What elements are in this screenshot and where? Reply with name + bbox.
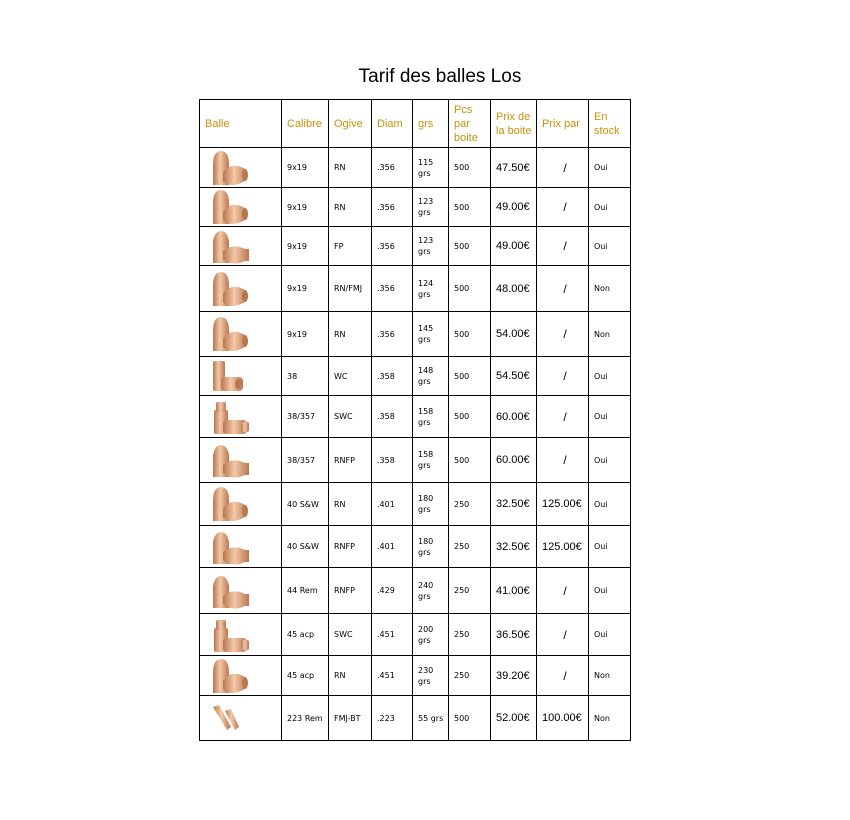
pcs-cell: 250	[449, 526, 491, 568]
stock-cell: Oui	[589, 148, 631, 188]
table-row	[200, 526, 631, 568]
calibre-cell: 223 Rem	[282, 696, 329, 741]
bullet-image-cell	[200, 266, 282, 312]
pcs-cell: 500	[449, 188, 491, 227]
diam-cell: .358	[372, 357, 413, 396]
diam-cell: .356	[372, 188, 413, 227]
ogive-cell: RN	[329, 148, 372, 188]
stock-cell: Non	[589, 312, 631, 357]
diam-cell: .356	[372, 312, 413, 357]
ogive-cell: RNFP	[329, 438, 372, 483]
bullet-image-cell	[200, 188, 282, 227]
bullet-image-cell	[200, 438, 282, 483]
grs-cell: 240 grs	[413, 568, 449, 614]
prix-boite-cell: 49.00€	[491, 188, 537, 227]
grs-cell: 148 grs	[413, 357, 449, 396]
header-grs: grs	[413, 100, 449, 148]
round-nose-bullet-icon	[205, 315, 255, 353]
table-row	[200, 357, 631, 396]
ogive-cell: RN	[329, 656, 372, 696]
calibre-cell: 40 S&W	[282, 526, 329, 568]
round-nose-bullet-icon	[205, 270, 255, 308]
calibre-cell: 38/357	[282, 438, 329, 483]
wadcutter-bullet-icon	[205, 357, 255, 395]
prix-boite-cell: 41.00€	[491, 568, 537, 614]
table-row	[200, 656, 631, 696]
stock-cell: Oui	[589, 227, 631, 266]
pcs-cell: 500	[449, 696, 491, 741]
grs-cell: 124 grs	[413, 266, 449, 312]
ogive-cell: RN	[329, 188, 372, 227]
pcs-cell: 500	[449, 396, 491, 438]
grs-cell: 180 grs	[413, 526, 449, 568]
bullet-image-cell	[200, 312, 282, 357]
stock-cell: Oui	[589, 188, 631, 227]
semi-wadcutter-bullet-icon	[205, 616, 255, 654]
header-prix-par: Prix par	[537, 100, 589, 148]
calibre-cell: 45 acp	[282, 656, 329, 696]
round-nose-bullet-icon	[205, 149, 255, 187]
ogive-cell: RNFP	[329, 526, 372, 568]
grs-cell: 145 grs	[413, 312, 449, 357]
header-pcs: Pcs par boite	[449, 100, 491, 148]
flat-point-bullet-icon	[205, 528, 255, 566]
round-nose-bullet-icon	[205, 485, 255, 523]
pcs-cell: 500	[449, 438, 491, 483]
prix-boite-cell: 36.50€	[491, 614, 537, 656]
pcs-cell: 500	[449, 148, 491, 188]
prix-boite-cell: 54.00€	[491, 312, 537, 357]
ogive-cell: FMJ-BT	[329, 696, 372, 741]
diam-cell: .429	[372, 568, 413, 614]
prix-boite-cell: 32.50€	[491, 526, 537, 568]
price-table	[199, 99, 631, 741]
grs-cell: 180 grs	[413, 483, 449, 526]
pcs-cell: 500	[449, 312, 491, 357]
calibre-cell: 9x19	[282, 266, 329, 312]
ogive-cell: RN	[329, 312, 372, 357]
table-row	[200, 312, 631, 357]
bullet-image-cell	[200, 656, 282, 696]
table-row	[200, 266, 631, 312]
bullet-image-cell	[200, 696, 282, 741]
flat-point-bullet-icon	[205, 572, 255, 610]
calibre-cell: 9x19	[282, 188, 329, 227]
stock-cell: Non	[589, 266, 631, 312]
prix-par-cell: /	[537, 656, 589, 696]
bullet-image-cell	[200, 227, 282, 266]
table-row	[200, 614, 631, 656]
bullet-image-cell	[200, 526, 282, 568]
prix-par-cell: /	[537, 188, 589, 227]
pcs-cell: 250	[449, 614, 491, 656]
stock-cell: Oui	[589, 483, 631, 526]
diam-cell: .356	[372, 227, 413, 266]
grs-cell: 200 grs	[413, 614, 449, 656]
calibre-cell: 9x19	[282, 148, 329, 188]
ogive-cell: SWC	[329, 614, 372, 656]
bullet-image-cell	[200, 357, 282, 396]
diam-cell: .358	[372, 438, 413, 483]
pcs-cell: 500	[449, 357, 491, 396]
stock-cell: Oui	[589, 438, 631, 483]
table-row	[200, 696, 631, 741]
prix-par-cell: /	[537, 148, 589, 188]
prix-par-cell: /	[537, 568, 589, 614]
diam-cell: .356	[372, 148, 413, 188]
prix-par-cell: /	[537, 438, 589, 483]
calibre-cell: 38	[282, 357, 329, 396]
grs-cell: 115 grs	[413, 148, 449, 188]
table-row	[200, 438, 631, 483]
prix-boite-cell: 60.00€	[491, 396, 537, 438]
bullet-image-cell	[200, 396, 282, 438]
bullet-image-cell	[200, 614, 282, 656]
prix-par-cell: /	[537, 614, 589, 656]
ogive-cell: RN/FMJ	[329, 266, 372, 312]
calibre-cell: 9x19	[282, 312, 329, 357]
stock-cell: Oui	[589, 357, 631, 396]
stock-cell: Oui	[589, 614, 631, 656]
stock-cell: Oui	[589, 568, 631, 614]
stock-cell: Oui	[589, 526, 631, 568]
table-row	[200, 483, 631, 526]
diam-cell: .358	[372, 396, 413, 438]
header-row	[200, 100, 631, 148]
grs-cell: 158 grs	[413, 438, 449, 483]
bullet-image-cell	[200, 568, 282, 614]
pcs-cell: 250	[449, 568, 491, 614]
grs-cell: 123 grs	[413, 227, 449, 266]
table-row	[200, 396, 631, 438]
prix-par-cell: /	[537, 396, 589, 438]
table-row	[200, 148, 631, 188]
stock-cell: Non	[589, 696, 631, 741]
bullet-image-cell	[200, 148, 282, 188]
pcs-cell: 500	[449, 227, 491, 266]
calibre-cell: 45 acp	[282, 614, 329, 656]
semi-wadcutter-bullet-icon	[205, 398, 255, 436]
pcs-cell: 250	[449, 483, 491, 526]
calibre-cell: 40 S&W	[282, 483, 329, 526]
header-balle: Balle	[200, 100, 282, 148]
grs-cell: 230 grs	[413, 656, 449, 696]
calibre-cell: 9x19	[282, 227, 329, 266]
round-nose-bullet-icon	[205, 188, 255, 226]
prix-par-cell: /	[537, 227, 589, 266]
pcs-cell: 250	[449, 656, 491, 696]
flat-point-bullet-icon	[205, 227, 255, 265]
prix-boite-cell: 48.00€	[491, 266, 537, 312]
calibre-cell: 44 Rem	[282, 568, 329, 614]
prix-boite-cell: 60.00€	[491, 438, 537, 483]
round-nose-bullet-icon	[205, 657, 255, 695]
table-row	[200, 568, 631, 614]
prix-par-cell: 100.00€	[537, 696, 589, 741]
prix-boite-cell: 47.50€	[491, 148, 537, 188]
table-body	[200, 148, 631, 741]
diam-cell: .451	[372, 614, 413, 656]
header-prix-boite: Prix de la boite	[491, 100, 537, 148]
rifle-spitzer-bullet-icon	[205, 699, 255, 737]
diam-cell: .451	[372, 656, 413, 696]
ogive-cell: SWC	[329, 396, 372, 438]
flat-point-bullet-icon	[205, 441, 255, 479]
prix-par-cell: /	[537, 312, 589, 357]
pcs-cell: 500	[449, 266, 491, 312]
header-stock: En stock	[589, 100, 631, 148]
grs-cell: 55 grs	[413, 696, 449, 741]
calibre-cell: 38/357	[282, 396, 329, 438]
ogive-cell: FP	[329, 227, 372, 266]
prix-par-cell: /	[537, 266, 589, 312]
prix-boite-cell: 49.00€	[491, 227, 537, 266]
ogive-cell: RNFP	[329, 568, 372, 614]
bullet-image-cell	[200, 483, 282, 526]
diam-cell: .401	[372, 526, 413, 568]
prix-boite-cell: 52.00€	[491, 696, 537, 741]
prix-boite-cell: 54.50€	[491, 357, 537, 396]
table-row	[200, 188, 631, 227]
diam-cell: .356	[372, 266, 413, 312]
stock-cell: Oui	[589, 396, 631, 438]
grs-cell: 123 grs	[413, 188, 449, 227]
diam-cell: .401	[372, 483, 413, 526]
prix-par-cell: 125.00€	[537, 483, 589, 526]
diam-cell: .223	[372, 696, 413, 741]
ogive-cell: WC	[329, 357, 372, 396]
header-diam: Diam	[372, 100, 413, 148]
prix-boite-cell: 32.50€	[491, 483, 537, 526]
header-calibre: Calibre	[282, 100, 329, 148]
page-title: Tarif des balles Los	[358, 66, 522, 87]
header-ogive: Ogive	[329, 100, 372, 148]
grs-cell: 158 grs	[413, 396, 449, 438]
prix-par-cell: 125.00€	[537, 526, 589, 568]
prix-par-cell: /	[537, 357, 589, 396]
table-row	[200, 227, 631, 266]
prix-boite-cell: 39.20€	[491, 656, 537, 696]
ogive-cell: RN	[329, 483, 372, 526]
stock-cell: Non	[589, 656, 631, 696]
